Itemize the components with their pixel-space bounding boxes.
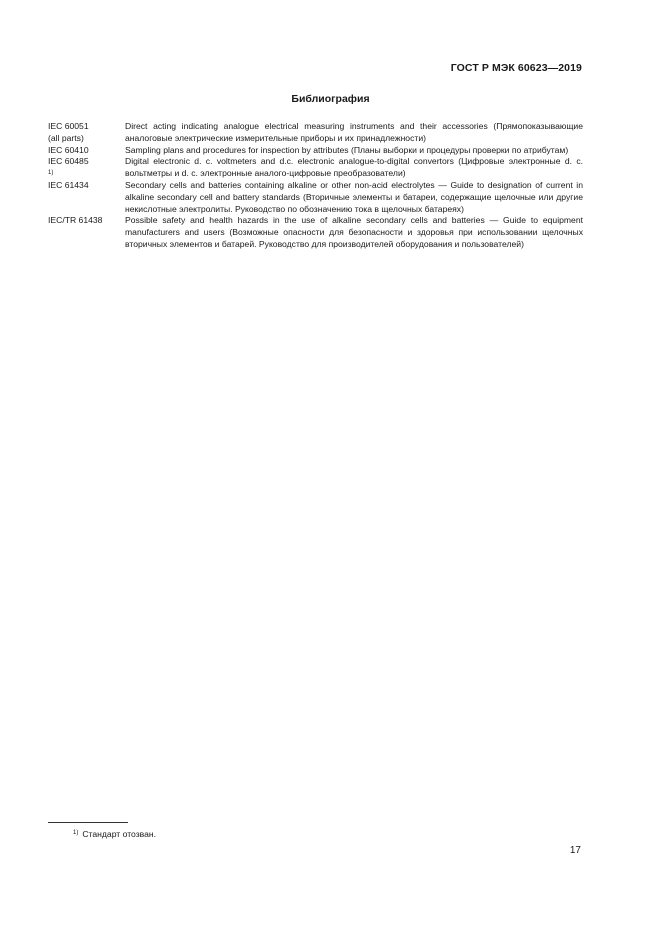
- footnote-divider: [48, 822, 128, 823]
- entry-description: Digital electronic d. c. voltmeters and d.c. electronic analogue-to-digital convertors (Цифровые электронные d. c. вольтметры и d. c. электронные аналого-цифровые преобразователи): [125, 156, 583, 179]
- footnote-text: Стандарт отозван.: [82, 829, 157, 839]
- entry-code: [48, 121, 125, 145]
- section-title: Библиография: [291, 93, 370, 105]
- entry-description: Secondary cells and batteries containing alkaline or other non-acid electrolytes — Guide to designation of current in alkaline secondary cell and battery standards (Вторичные элементы и батареи, содержащие щелочные или другие некислотные электролиты. Руководство по обозначению тока в щелочных батареях): [125, 179, 583, 214]
- entry-code-text: IEC 60485: [48, 156, 89, 167]
- entry-code-line: IEC/TR 61438: [48, 215, 103, 226]
- footnote: [73, 829, 156, 839]
- entry-description: Direct acting indicating analogue electrical measuring instruments and their accessories (Прямопоказывающие аналоговые электрические измерительные приборы и их принадлежности): [125, 121, 583, 143]
- entry-code: [48, 145, 125, 157]
- entry-code-line: (all parts): [48, 132, 84, 143]
- entry-code-line: [48, 156, 125, 180]
- footnote-reference[interactable]: 1): [48, 170, 54, 177]
- entry-code: [48, 215, 125, 250]
- entry-description: Sampling plans and procedures for inspection by attributes (Планы выборки и процедуры проверки по атрибутам): [125, 144, 569, 155]
- bibliography-list: [48, 121, 583, 251]
- entry-description: Possible safety and health hazards in the use of alkaline secondary cells and batteries — Guide to equipment manufacturers and users (Возможные опасности для безопасности и здоровья при использовании щелочных вторичных элементов и батарей. Руководство для производителей оборудования и пользователей): [125, 215, 583, 249]
- bibliography-entry: [48, 121, 583, 145]
- page-number: 17: [569, 845, 581, 856]
- entry-code: [48, 156, 125, 180]
- bibliography-entry: [48, 145, 583, 157]
- bibliography-entry: [48, 156, 583, 180]
- footnote-mark: 1): [73, 830, 79, 836]
- bibliography-entry: [48, 215, 583, 250]
- entry-code-line: IEC 60410: [48, 144, 89, 155]
- bibliography-entry: [48, 180, 583, 215]
- document-header: ГОСТ Р МЭК 60623—2019: [450, 62, 582, 74]
- entry-code: [48, 180, 125, 215]
- entry-code-line: IEC 61434: [48, 179, 89, 190]
- entry-code-line: IEC 60051: [48, 121, 89, 131]
